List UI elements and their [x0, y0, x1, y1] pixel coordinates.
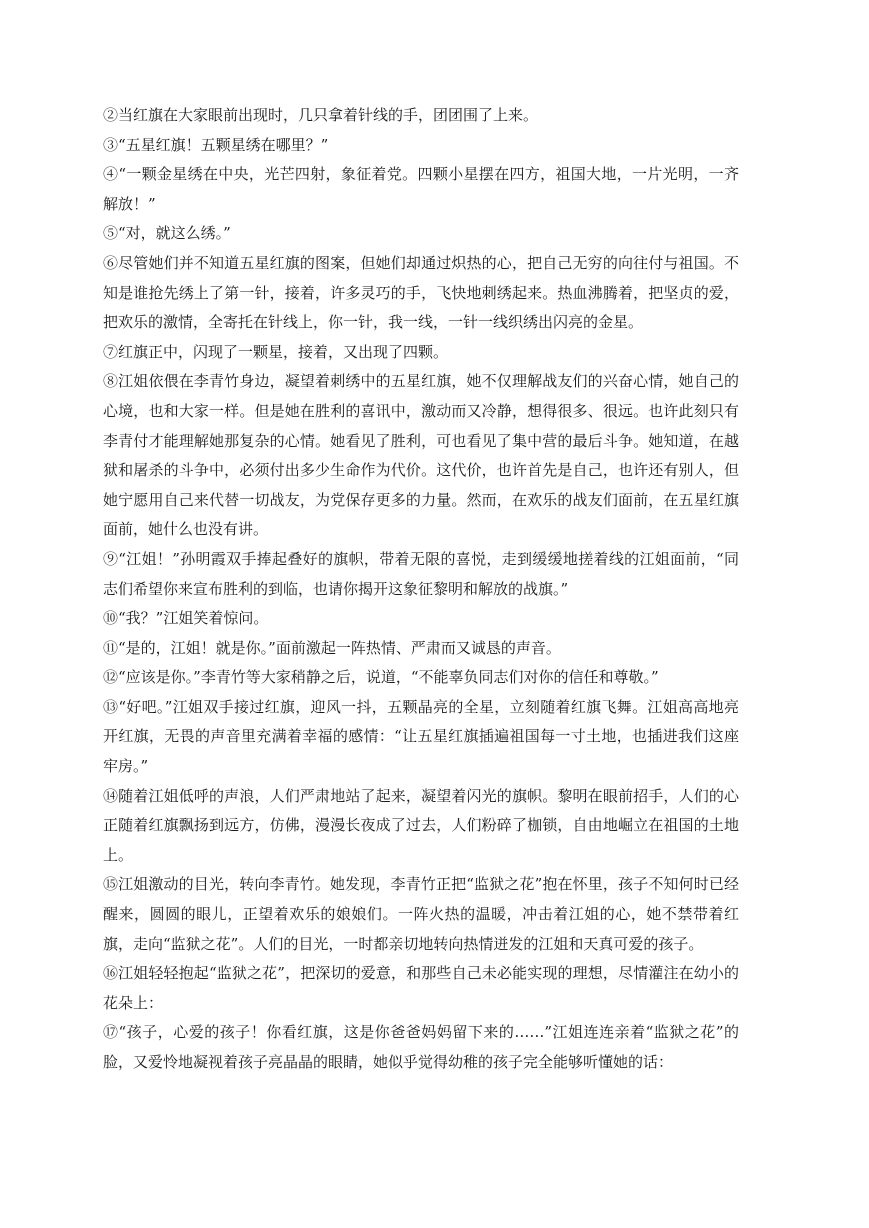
paragraph-2: ②当红旗在大家眼前出现时，几只拿着针线的手，团团围了上来。 [103, 106, 539, 124]
paragraph-6: ⑥尽管她们并不知道五星红旗的图案，但她们却通过炽热的心，把自己无穷的向往付与祖国。不知是谁抢先绣上了第一针，接着，许多灵巧的手，飞快地刺绣起来。热血沸腾着，把坚贞的爱，把欢乐的激情，全寄托在针线上，你一针，我一线，一针一线织绣出闪亮的金星。 [103, 253, 739, 332]
paragraph-7: ⑦红旗正中，闪现了一颗星，接着，又出现了四颗。 [103, 342, 449, 361]
paragraph-8: ⑧江姐依偎在李青竹身边，凝望着刺绣中的五星红旗，她不仅理解战友们的兴奋心情，她自己的心境，也和大家一样。但是她在胜利的喜讯中，激动而又冷静，想得很多、很远。也许此刻只有李青付才能理解她那复杂的心情。她看见了胜利，可也看见了集中营的最后斗争。她知道，在越狱和屠杀的斗争中，必须付出多少生命作为代价。这代价，也许首先是自己，也许还有别人，但她宁愿用自己来代替一切战友，为党保存更多的力量。然而，在欢乐的战友们面前，在五星红旗面前，她什么也没有讲。 [103, 372, 739, 539]
paragraph-17: ⑰“孩子，心爱的孩子！你看红旗，这是你爸爸妈妈留下来的……”江姐连连亲着“监狱之花”的脸，又爱怜地凝视着孩子亮晶晶的眼睛，她似乎觉得幼稚的孩子完全能够听懂她的话： [103, 1023, 739, 1071]
paragraph-12: ⑫“应该是你。”李青竹等大家稍静之后，说道，“不能辜负同志们对你的信任和尊敬。” [103, 668, 659, 687]
document-body [103, 101, 739, 1078]
paragraph-14: ⑭随着江姐低呼的声浪，人们严肃地站了起来，凝望着闪光的旗帜。黎明在眼前招手，人们的心正随着红旗飘扬到远方，仿佛，漫漫长夜成了过去，人们粉碎了枷锁，自由地崛立在祖国的土地上。 [103, 786, 739, 864]
paragraph-13: ⑬“好吧。”江姐双手接过红旗，迎风一抖，五颗晶亮的全星，立刻随着红旗飞舞。江姐高高地亮开红旗，无畏的声音里充满着幸福的感情：“让五星红旗插遍祖国每一寸土地，也插进我们这座牢房。” [103, 697, 739, 776]
paragraph-3: ③“五星红旗！五颗星绣在哪里？” [103, 135, 329, 154]
paragraph-10: ⑩“我？”江姐笑着惊问。 [103, 609, 269, 628]
paragraph-16: ⑯江姐轻轻抱起“监狱之花”，把深切的爱意，和那些自己未必能实现的理想，尽情灌注在幼小的花朵上： [103, 964, 739, 1012]
paragraph-4: ④“一颗金星绣在中央，光芒四射，象征着党。四颗小星摆在四方，祖国大地，一片光明，一齐解放！” [103, 165, 739, 213]
paragraph-5: ⑤“对，就这么绣。” [103, 224, 231, 243]
paragraph-11: ⑪“是的，江姐！就是你。”面前激起一阵热情、严肃而又诚恳的声音。 [103, 638, 561, 657]
paragraph-9: ⑨“江姐！”孙明霞双手捧起叠好的旗帜，带着无限的喜悦，走到缓缓地搓着线的江姐面前，“同志们希望你来宣布胜利的到临，也请你揭开这象征黎明和解放的战旗。” [103, 549, 739, 598]
paragraph-15: ⑮江姐激动的目光，转向李青竹。她发现，李青竹正把“监狱之花”抱在怀里，孩子不知何时已经醒来，圆圆的眼儿，正望着欢乐的娘娘们。一阵火热的温暖，冲击着江姐的心，她不禁带着红旗，走向“监狱之花”。人们的目光，一时都亲切地转向热情迸发的江姐和天真可爱的孩子。 [103, 875, 739, 953]
